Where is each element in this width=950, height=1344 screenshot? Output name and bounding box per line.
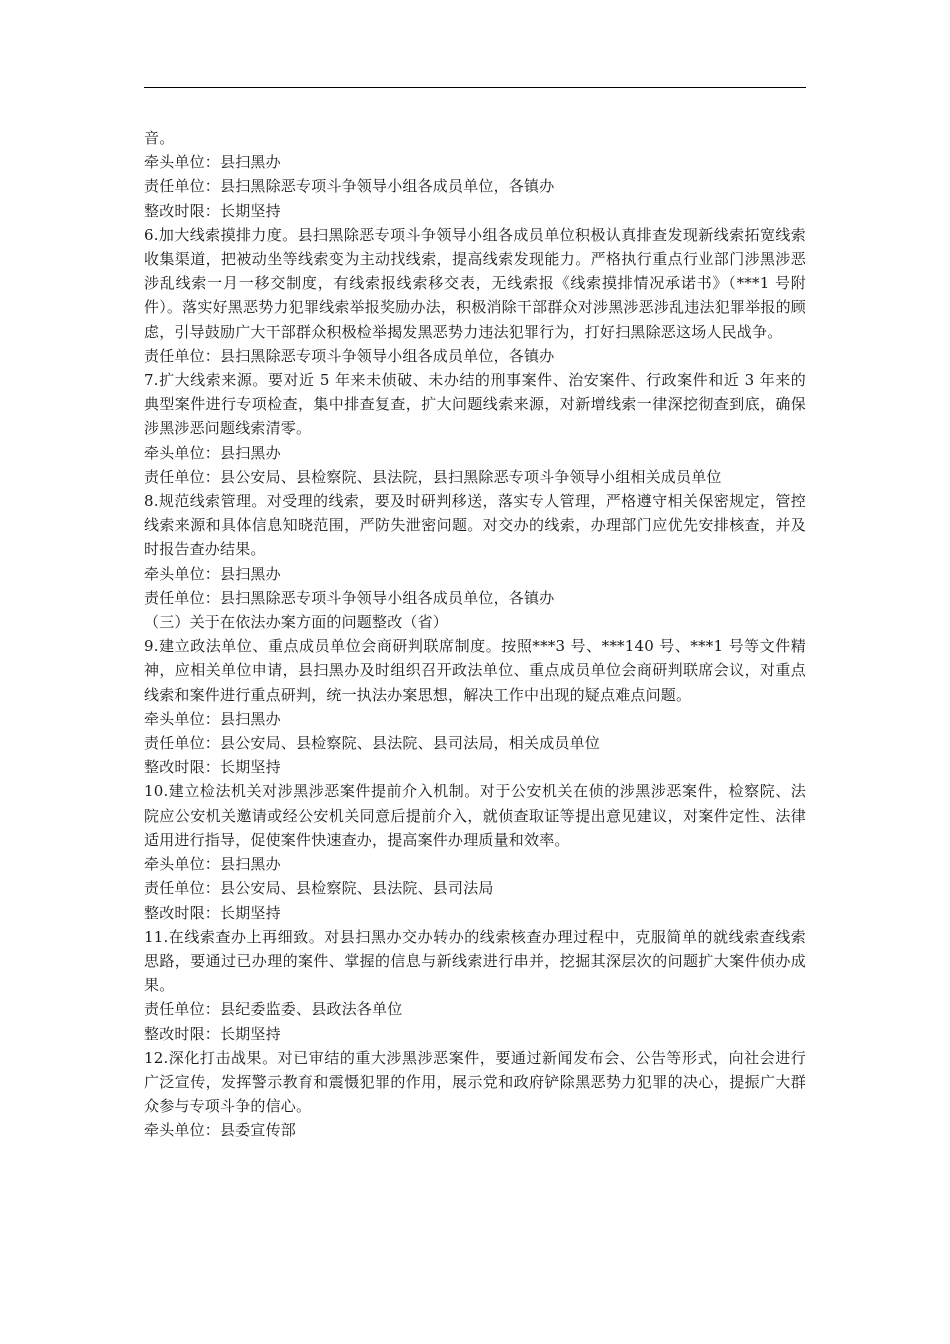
paragraph: 11.在线索查办上再细致。对县扫黑办交办转办的线索核查办理过程中，克服简单的就线索查线索思路，要通过已办理的案件、掌握的信息与新线索进行串并，挖掘其深层次的问题扩大案件侦办成果。: [144, 927, 806, 995]
paragraph: 责任单位：县纪委监委、县政法各单位: [144, 1000, 403, 1019]
paragraph: 整改时限：长期坚持: [144, 758, 281, 777]
paragraph: 责任单位：县扫黑除恶专项斗争领导小组各成员单位，各镇办: [144, 177, 555, 196]
paragraph: 7.扩大线索来源。要对近 5 年来未侦破、未办结的刑事案件、治安案件、行政案件和近 3 年来的典型案件进行专项检查，集中排查复查，扩大问题线索来源，对新增线索一律深挖彻查到底，确保涉黑涉恶问题线索清零。: [144, 371, 806, 438]
paragraph: 8.规范线索管理。对受理的线索，要及时研判移送，落实专人管理，严格遵守相关保密规定，管控线索来源和具体信息知晓范围，严防失泄密问题。对交办的线索，办理部门应优先安排核查，并及时报告查办结果。: [144, 492, 806, 559]
paragraph: 牵头单位：县扫黑办: [144, 709, 281, 728]
paragraph: 责任单位：县扫黑除恶专项斗争领导小组各成员单位，各镇办: [144, 588, 555, 607]
paragraph: 整改时限：长期坚持: [144, 201, 281, 220]
paragraph: 10.建立检法机关对涉黑涉恶案件提前介入机制。对于公安机关在侦的涉黑涉恶案件，检察院、法院应公安机关邀请或经公安机关同意后提前介入，就侦查取证等提出意见建议，对案件定性、法律适用进行指导，促使案件快速查办，提高案件办理质量和效率。: [144, 782, 806, 849]
paragraph: 6.加大线索摸排力度。县扫黑除恶专项斗争领导小组各成员单位积极认真排查发现新线索拓宽线索收集渠道，把被动坐等线索变为主动找线索，提高线索发现能力。严格执行重点行业部门涉黑涉恶涉乱线索一月一移交制度，有线索报线索移交表，无线索报《线索摸排情况承诺书》（***1 号附件）。落实好黑恶势力犯罪线索举报奖励办法，积极消除干部群众对涉黑涉恶涉乱违法犯罪举报的顾虑，引导鼓励广大干部群众积极检举揭发黑恶势力违法犯罪行为，打好扫黑除恶这场人民战争。: [144, 225, 806, 341]
section-heading: （三）关于在依法办案方面的问题整改（省）: [144, 613, 449, 632]
paragraph: 音。: [144, 129, 175, 147]
paragraph: 牵头单位：县扫黑办: [144, 443, 281, 462]
paragraph: 责任单位：县公安局、县检察院、县法院、县司法局，相关成员单位: [144, 734, 601, 753]
paragraph: 责任单位：县公安局、县检察院、县法院，县扫黑除恶专项斗争领导小组相关成员单位: [144, 467, 722, 486]
paragraph: 牵头单位：县扫黑办: [144, 855, 281, 874]
header-rule: [144, 87, 806, 88]
paragraph: 牵头单位：县扫黑办: [144, 153, 281, 172]
document-body: [144, 126, 806, 1143]
paragraph: 责任单位：县扫黑除恶专项斗争领导小组各成员单位，各镇办: [144, 346, 555, 365]
paragraph: 责任单位：县公安局、县检察院、县法院、县司法局: [144, 879, 494, 898]
paragraph: 牵头单位：县委宣传部: [144, 1121, 297, 1140]
paragraph: 整改时限：长期坚持: [144, 903, 281, 922]
paragraph: 整改时限：长期坚持: [144, 1024, 281, 1043]
paragraph: 9.建立政法单位、重点成员单位会商研判联席制度。按照***3 号、***140 号、***1 号等文件精神，应相关单位申请，县扫黑办及时组织召开政法单位、重点成员单位会商研判联席会议，对重点线索和案件进行重点研判，统一执法办案思想，解决工作中出现的疑点难点问题。: [144, 637, 806, 704]
paragraph: 牵头单位：县扫黑办: [144, 564, 281, 583]
paragraph: 12.深化打击战果。对已审结的重大涉黑涉恶案件，要通过新闻发布会、公告等形式，向社会进行广泛宣传，发挥警示教育和震慑犯罪的作用，展示党和政府铲除黑恶势力犯罪的决心，提振广大群众参与专项斗争的信心。: [144, 1048, 806, 1116]
